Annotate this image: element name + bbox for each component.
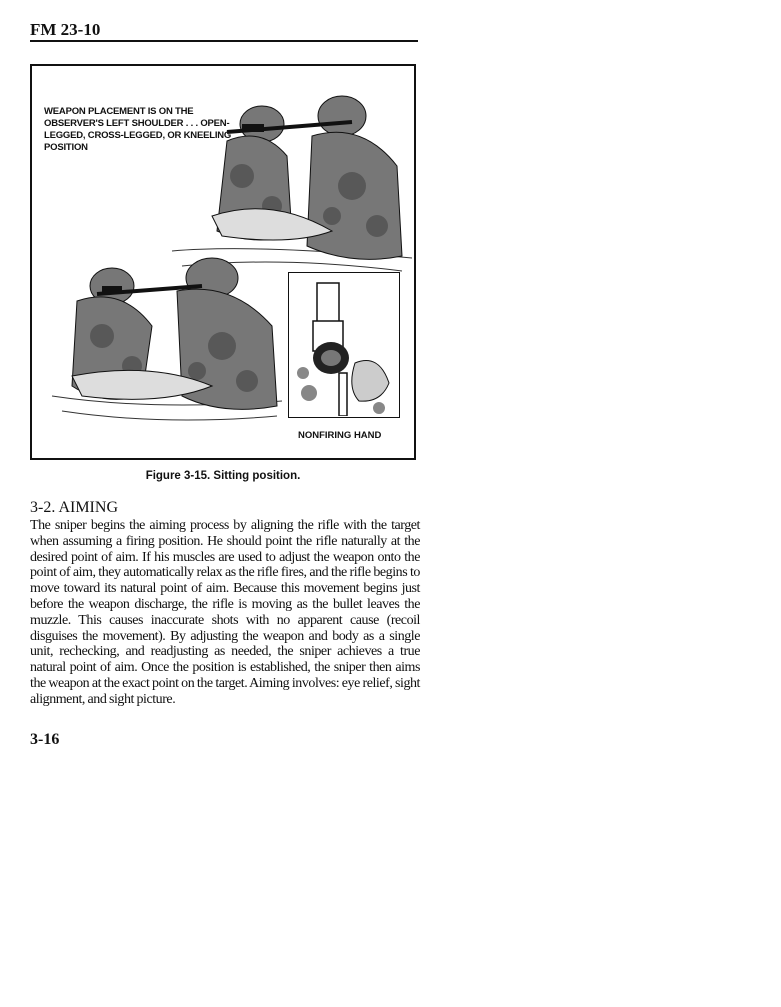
figure-3-15 xyxy=(30,64,416,460)
nonfiring-hand-inset xyxy=(288,272,400,418)
body-paragraph: The sniper begins the aiming process by aligning the rifle with the target when assuming a firing position. He should point the rifle naturally at the desired point of aim. If his muscles are used to adjust the weapon onto the point of aim, they automatically relax as the rifle fires, and the rifle begins to move toward its natural point of aim. Because this movement begins just before the weapon discharge, the rifle is moving as the bullet leaves the muzzle. This causes inaccurate shots with no apparent cause (recoil disguises the movement). By adjusting the weapon and body as a single unit, rechecking, and readjusting as needed, the sniper achieves a true natural point of aim. Once the position is established, the sniper then aims the weapon at the exact point on the target. Aiming involves: eye relief, sight alignment, and sight picture. xyxy=(30,518,420,707)
figure-caption: Figure 3-15. Sitting position. xyxy=(145,470,301,482)
section-heading: 3-2. AIMING xyxy=(30,499,118,516)
page-number: 3-16 xyxy=(30,731,60,748)
rifle-scope-detail xyxy=(289,273,399,416)
nonfiring-hand-label: NONFIRING HAND xyxy=(298,430,382,441)
weapon-placement-callout: WEAPON PLACEMENT IS ON THE OBSERVER'S LEFT SHOULDER . . . OPEN-LEGGED, CROSS-LEGGED, OR KNEELING POSITION xyxy=(44,106,232,153)
running-header: FM 23-10 xyxy=(30,22,418,42)
